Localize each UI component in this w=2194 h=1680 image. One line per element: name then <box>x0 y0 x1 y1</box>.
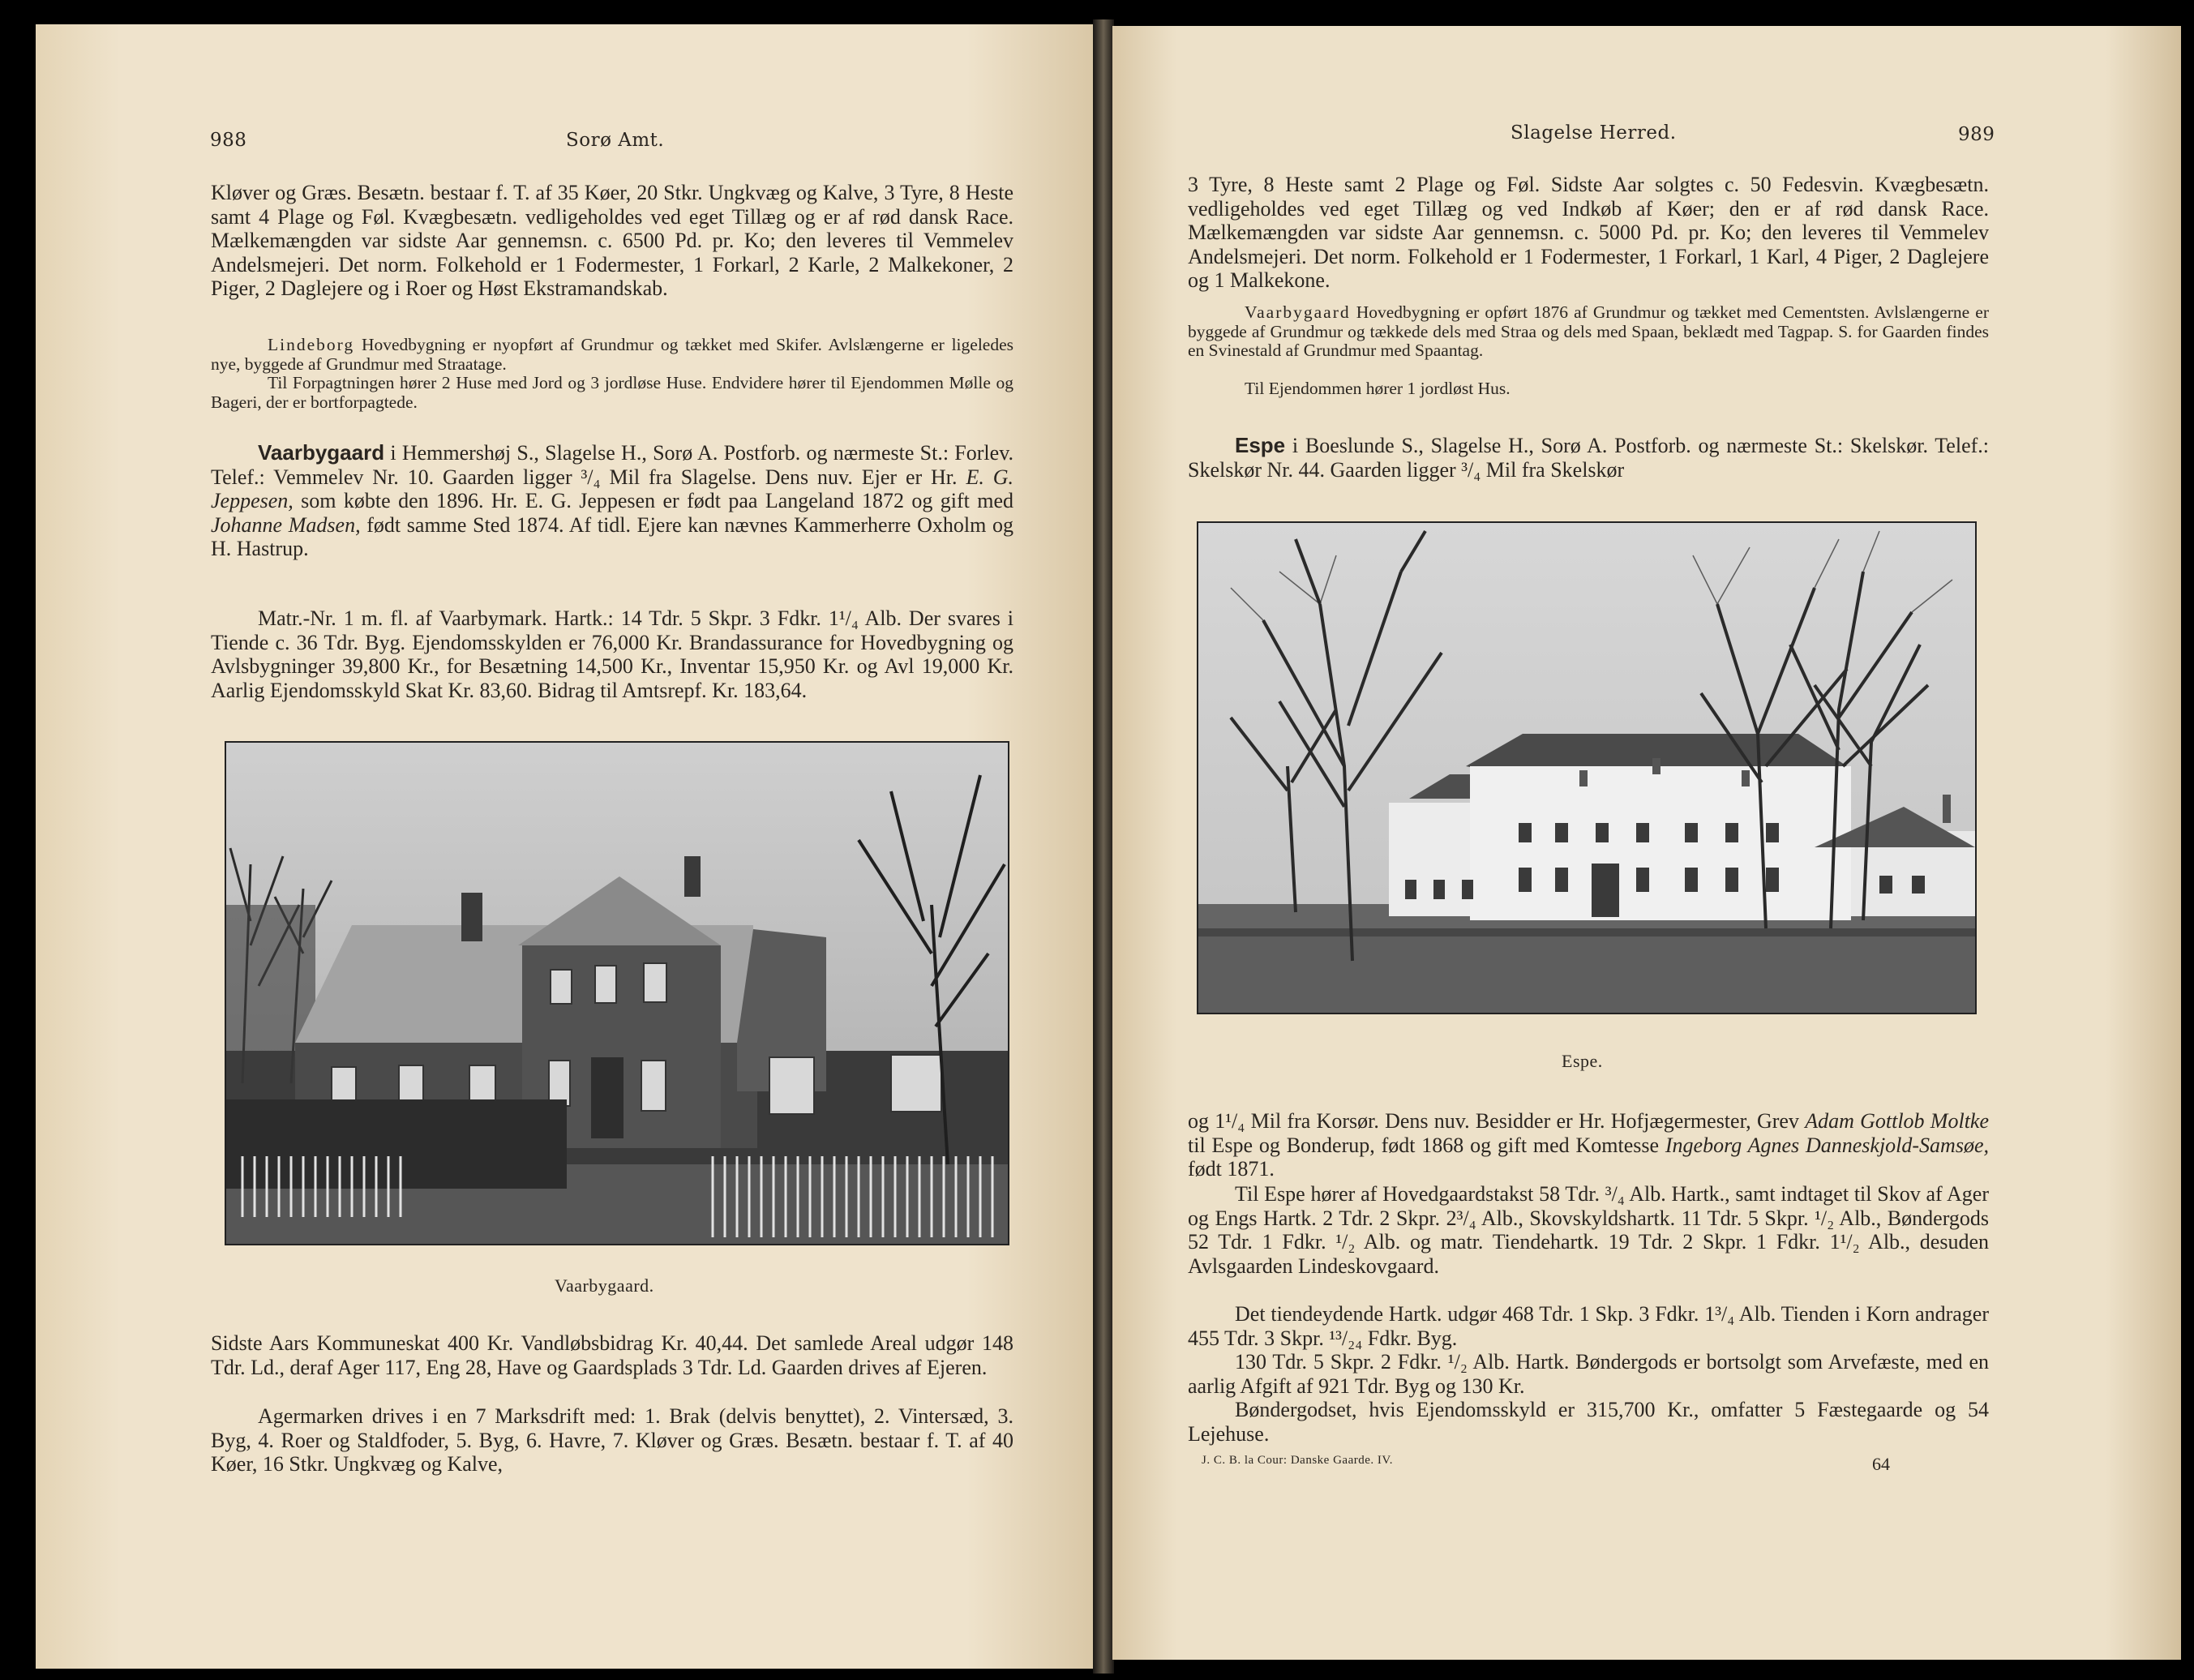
left-page <box>36 24 1094 1669</box>
footer-signature: J. C. B. la Cour: Danske Gaarde. IV. <box>1202 1454 1394 1467</box>
note-vaarbygaard-text: Hovedbygning er opført 1876 af Grundmur og tækket med Cementsten. Avlslængerne er byggede af Grundmur og tækkede dels med Straa og dels med Spaan, beklædt med Tagpap. S. for Gaarden findes en Svinestald af Grundmur med Spaantag. <box>1188 302 1989 360</box>
owner-name-espe: Adam Gottlob Moltke <box>1805 1109 1989 1133</box>
paragraph-kloever: Kløver og Græs. Besætn. bestaar f. T. af 35 Køer, 20 Stkr. Ungkvæg og Kalve, 3 Tyre, 8 Heste samt 4 Plage og Føl. Kvægbesætn. vedligeholdes ved eget Tillæg og er af rød dansk Race. Mælkemængden var sidste Aar gennemsn. c. 6500 Pd. pr. Ko; den leveres til Vemmelev Andelsmejeri. Det norm. Folkehold er 1 Fodermester, 1 Forkarl, 2 Karle, 2 Malkekoner, 2 Piger, 2 Daglejere og i Roer og Høst Ekstramandskab. <box>211 181 1013 300</box>
paragraph-agermarken: Agermarken drives i en 7 Marksdrift med: 1. Brak (delvis benyttet), 2. Vintersæd, 3. Byg, 4. Roer og Staldfoder, 5. Byg, 6. Havre, 7. Kløver og Græs. Besætn. bestaar f. T. af 40 Køer, 16 Stkr. Ungkvæg og Kalve, <box>211 1404 1013 1476</box>
right-page <box>1112 26 2181 1660</box>
running-head-right: Slagelse Herred. <box>1511 122 1677 144</box>
photo-espe <box>1197 521 1977 1014</box>
entry-title-vaarbygaard: Vaarbygaard <box>258 440 385 465</box>
entry-title-espe: Espe <box>1235 433 1286 457</box>
note-lindeborg <box>211 336 1013 374</box>
book-gutter <box>1093 19 1114 1674</box>
intro-text-a: i Hemmershøj S., Slagelse H., Sorø A. Postforb. og nærmeste St.: Forlev. Telef.: Vemmelev Nr. 10. Gaarden ligger ³/₄ Mil fra Slagelse. Dens nuv. Ejer er Hr. <box>211 441 1013 489</box>
paragraph-hovedgaardstakst: Til Espe hører af Hovedgaardstakst 58 Tdr. ³/₄ Alb. Hartk., samt indtaget til Skov af Ager og Engs Hartk. 2 Tdr. 2 Skpr. 2³/₄ Alb., Skovskyldshartk. 11 Tdr. 5 Skpr. ¹/₂ Alb., Bøndergods 52 Tdr. 1 Fdkr. ¹/₂ Alb. og matr. Tiendehartk. 19 Tdr. 2 Skpr. 1 Fdkr. 1¹/₂ Alb., desuden Avlsgaarden Lindeskovgaard. <box>1188 1182 1989 1278</box>
paragraph-espe-intro <box>1188 434 1989 482</box>
paragraph-tyre: 3 Tyre, 8 Heste samt 2 Plage og Føl. Sidste Aar solgtes c. 50 Fedesvin. Kvægbesætn. vedligeholdes ved eget Tillæg og ved Indkøb af Køer; den er af rød dansk Race. Mælkemængden var sidste Aar gennemsn. c. 5000 Pd. pr. Ko; den leveres til Vemmelev Andelsmejeri. Det norm. Folkehold er 1 Fodermester, 1 Forkarl, 1 Karl, 4 Piger, 2 Daglejere og 1 Malkekone. <box>1188 173 1989 292</box>
page-number-right: 989 <box>1958 124 1995 145</box>
note-jordloest-hus: Til Ejendommen hører 1 jordløst Hus. <box>1245 379 1511 398</box>
paragraph-tiendeydende: Det tiendeydende Hartk. udgør 468 Tdr. 1 Skp. 3 Fdkr. 1³/₄ Alb. Tienden i Korn andrager 455 Tdr. 3 Skpr. ¹³/₂₄ Fdkr. Byg. <box>1188 1302 1989 1350</box>
note-lindeborg-text: Hovedbygning er nyopført af Grundmur og tækket med Skifer. Avlslængerne er ligeledes nye, byggede af Grundmur med Straatage. <box>211 335 1013 374</box>
manor-illustration <box>1198 523 1975 1013</box>
paragraph-matr: Matr.-Nr. 1 m. fl. af Vaarbymark. Hartk.: 14 Tdr. 5 Skpr. 3 Fdkr. 1¹/₄ Alb. Der svares i Tiende c. 36 Tdr. Byg. Ejendomsskylden er 76,000 Kr. Brandassurance for Hovedbygning og Avlsbygninger 39,800 Kr., for Besætning 14,500 Kr., Inventar 15,950 Kr. og Avl 19,000 Kr. Aarlig Ejendomsskyld Skat Kr. 83,60. Bidrag til Amtsrepf. Kr. 183,64. <box>211 606 1013 702</box>
note-forpagtning: Til Forpagtningen hører 2 Huse med Jord og 3 jordløse Huse. Endvidere hører til Ejendommen Mølle og Bageri, der er bortforpagtede. <box>211 373 1013 412</box>
owner-text-a: og 1¹/₄ Mil fra Korsør. Dens nuv. Besidder er Hr. Hofjægermester, Grev <box>1188 1109 1806 1133</box>
wife-name-espe: Ingeborg Agnes Danneskjold-Samsøe, <box>1665 1133 1989 1157</box>
espe-intro-text: i Boeslunde S., Slagelse H., Sorø A. Postforb. og nærmeste St.: Skelskør. Telef.: Skelskør Nr. 44. Gaarden ligger ³/₄ Mil fra Skelskør <box>1188 434 1989 482</box>
owner-text-c: født 1871. <box>1188 1157 1275 1181</box>
caption-espe: Espe. <box>1562 1051 1603 1071</box>
paragraph-kommuneskat: Sidste Aars Kommuneskat 400 Kr. Vandløbsbidrag Kr. 40,44. Det samlede Areal udgør 148 Tdr. Ld., deraf Ager 117, Eng 28, Have og Gaardsplads 3 Tdr. Ld. Gaarden drives af Ejeren. <box>211 1331 1013 1379</box>
owner-text-b: til Espe og Bonderup, født 1868 og gift med Komtesse <box>1188 1133 1665 1157</box>
caption-vaarbygaard: Vaarbygaard. <box>555 1275 654 1296</box>
note-lindeborg-name: Lindeborg <box>268 335 355 354</box>
owner-name: E. G. Jeppesen, <box>211 465 1013 512</box>
intro-text-b: som købte den 1896. Hr. E. G. Jeppesen er født paa Langeland 1872 og gift med <box>293 489 1013 512</box>
intro-text-c: født samme Sted 1874. Af tidl. Ejere kan nævnes Kammerherre Oxholm og H. Hastrup. <box>211 512 1013 560</box>
farmhouse-illustration <box>226 743 1008 1244</box>
note-vaarbygaard-name: Vaarbygaard <box>1245 302 1351 322</box>
paragraph-ejendomsskyld: Bøndergodset, hvis Ejendomsskyld er 315,700 Kr., omfatter 5 Fæstegaarde og 54 Lejehuse. <box>1188 1398 1989 1446</box>
paragraph-vaarbygaard-intro <box>211 441 1013 561</box>
note-vaarbygaard <box>1188 303 1989 361</box>
running-head-left: Sorø Amt. <box>566 130 665 151</box>
photo-vaarbygaard <box>225 741 1009 1245</box>
footer-sheet-number: 64 <box>1872 1454 1890 1474</box>
wife-name: Johanne Madsen, <box>211 512 361 537</box>
page-number-left: 988 <box>210 130 247 151</box>
paragraph-espe-owner <box>1188 1109 1989 1181</box>
paragraph-boendergods: 130 Tdr. 5 Skpr. 2 Fdkr. ¹/₂ Alb. Hartk. Bøndergods er bortsolgt som Arvefæste, med en aarlig Afgift af 921 Tdr. Byg og 130 Kr. <box>1188 1350 1989 1398</box>
